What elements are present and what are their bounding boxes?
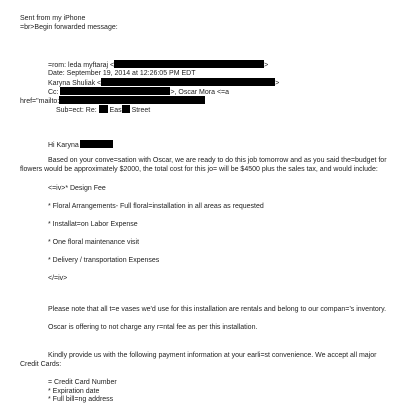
redaction-block <box>122 105 130 113</box>
list-item: * One floral maintenance visit <box>48 239 140 246</box>
redaction-block <box>101 78 275 86</box>
mailto-href: href="mailto: <box>20 98 60 105</box>
subject-label: Sub=ect: Re: <box>56 107 99 114</box>
list-item: * Installat=on Labor Expense <box>48 221 138 228</box>
list-item: * Full bill=ng address <box>48 396 114 403</box>
div-close-line: </=iv> <box>48 275 68 282</box>
greeting-line <box>48 140 113 150</box>
to-suffix: > <box>275 80 280 87</box>
cc-oscar: >, Oscar Mora <=a <box>170 89 230 96</box>
greeting-text: Hi Karyna <box>48 142 79 149</box>
list-item: * Expiration date <box>48 388 100 395</box>
list-item: = Credit Card Number <box>48 379 117 386</box>
design-fee-line: <=iv>* Design Fee <box>48 185 106 192</box>
redaction-block <box>114 60 264 68</box>
subject-mid: Eas <box>107 107 122 114</box>
date-line: Date: September 19, 2014 at 12:26:05 PM EDT <box>48 70 196 77</box>
redaction-block <box>80 140 113 148</box>
redaction-block <box>60 87 170 95</box>
subject-line <box>56 105 150 115</box>
redaction-block <box>59 96 205 104</box>
paragraph-cost: Based on your conve=sation with Oscar, we are ready to do this job tomorrow and as you said the=budget for flowers would be approximately $2000, the total cost for this jo= will be $4500 plus the sales tax, and would include: <box>20 157 387 173</box>
sent-from-line: Sent from my iPhone <box>20 15 86 22</box>
paragraph-rental-fee: Oscar is offering to not charge any r=ntal fee as per this installation. <box>48 324 258 331</box>
cc-label: Cc: <box>48 89 61 96</box>
paragraph-payment: Kindly provide us with the following payment information at your earli=st convenience. We accept all major Credit Cards: <box>20 352 377 368</box>
from-suffix: > <box>264 62 269 69</box>
forwarded-message-line: =br>Begin forwarded message: <box>20 24 118 31</box>
subject-street: Street <box>129 107 151 114</box>
to-label: Karyna Shuliak < <box>48 80 102 87</box>
from-label: =rom: leda myftaraj < <box>48 62 115 69</box>
list-item: * Delivery / transportation Expenses <box>48 257 160 264</box>
list-item: * Floral Arrangements- Full floral=installation in all areas as requested <box>48 203 264 210</box>
paragraph-rentals: Please note that all t=e vases we'd use for this installation are rentals and belong to our compan=’s inventory. <box>48 306 387 313</box>
redaction-block <box>99 105 108 113</box>
